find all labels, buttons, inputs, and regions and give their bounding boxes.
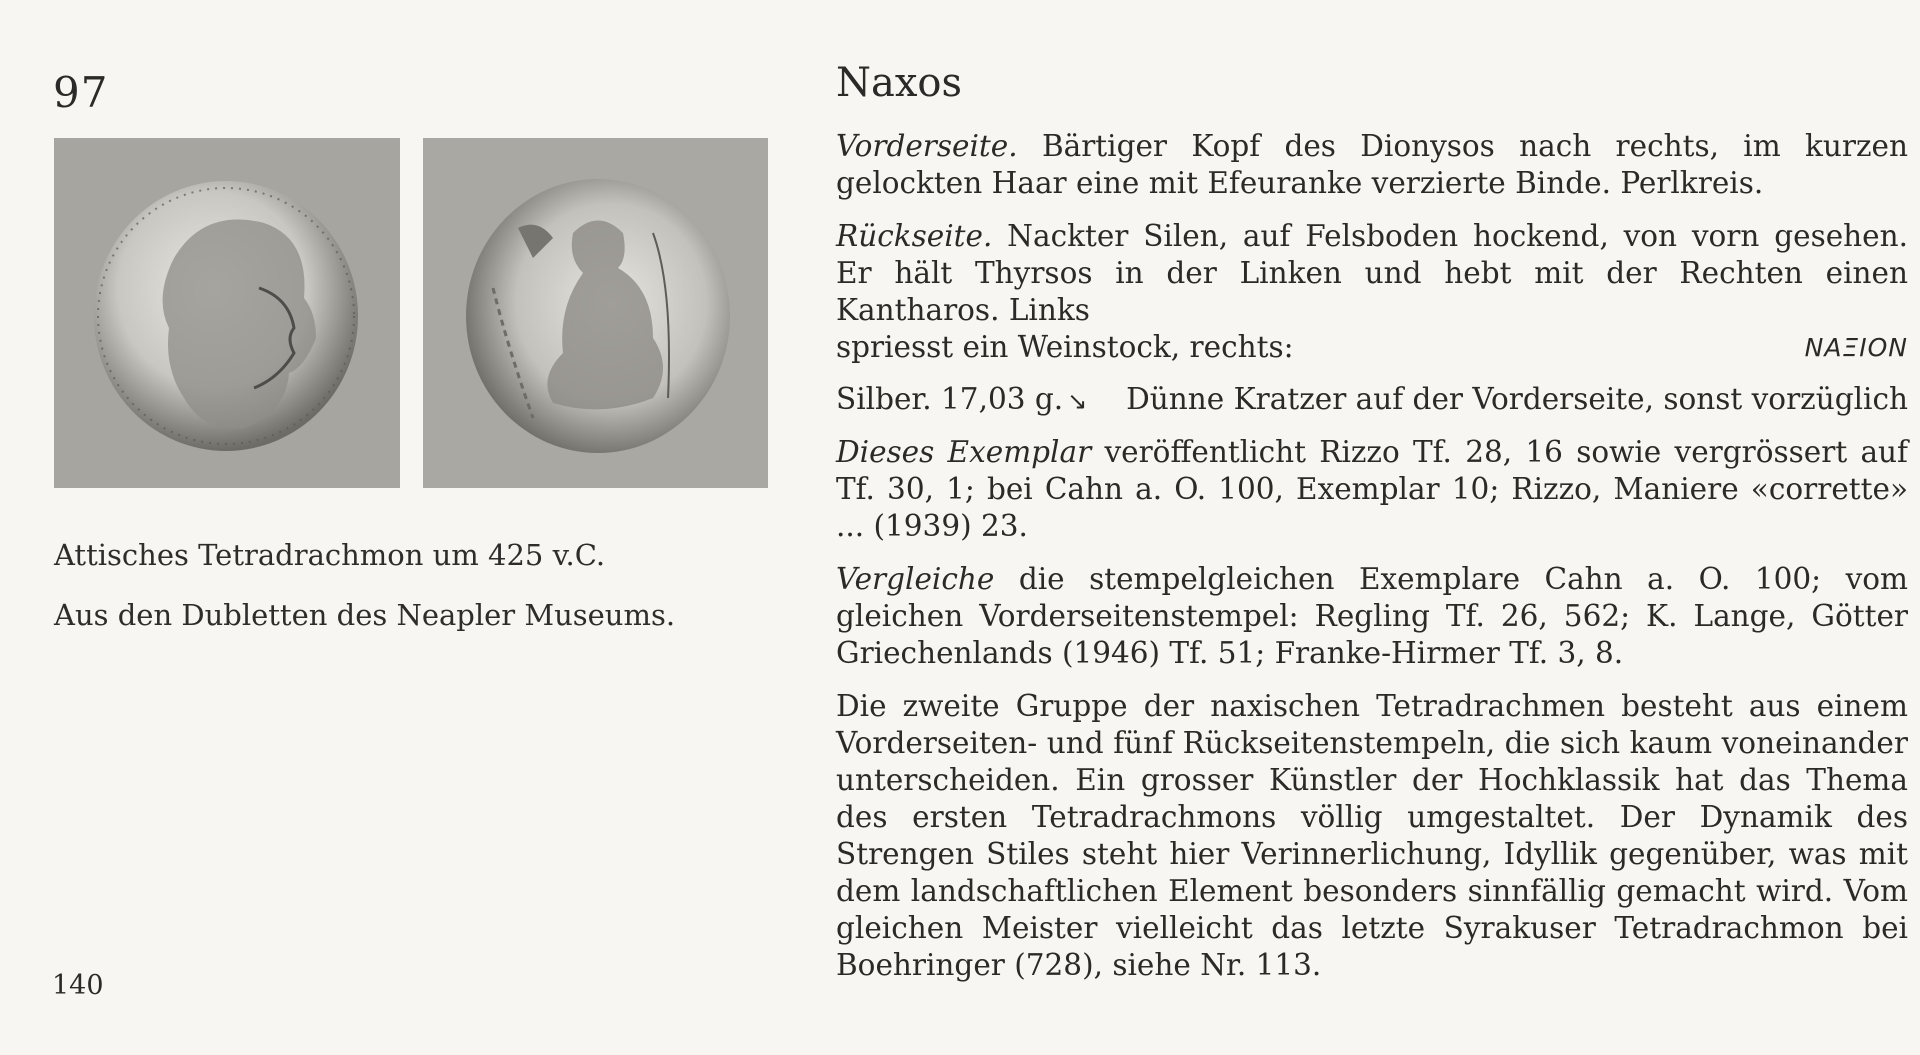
exemplar-text: veröffentlicht Rizzo Tf. 28, 16 sowie vergrössert auf Tf. 30, 1; bei Cahn a. O. 100, Exemplar 10; Rizzo, Maniere «corrette» ... (1939) 23.: [836, 435, 1908, 543]
page-title: Naxos: [836, 60, 963, 106]
obverse-description: [836, 128, 1908, 202]
catalog-number: 97: [53, 68, 109, 117]
exemplar-paragraph: [836, 434, 1908, 545]
page-number: 140: [52, 970, 104, 1001]
reverse-legend-line: [836, 329, 1908, 366]
obverse-text: Bärtiger Kopf des Dionysos nach rechts, im kurzen gelockten Haar eine mit Efeuranke verzierte Binde. Perlkreis.: [836, 129, 1908, 200]
metal-weight: [836, 382, 1087, 416]
caption-provenance: Aus den Dubletten des Neapler Museums.: [54, 598, 676, 632]
compare-paragraph: [836, 561, 1908, 672]
coin-reverse-photo: [423, 138, 768, 488]
reverse-label: Rückseite.: [836, 219, 993, 253]
caption-denomination: Attisches Tetradrachmon um 425 v.C.: [54, 538, 606, 572]
metal-weight-line: [836, 382, 1908, 416]
commentary-paragraph: Die zweite Gruppe der naxischen Tetradrachmen besteht aus einem Vorderseiten- und fünf Rückseitenstempeln, die sich kaum voneinander unterscheiden. Ein grosser Künstler der Hochklassik hat das Thema des ersten Tetradrachmons völlig umgestaltet. Der Dynamik des Strengen Stiles steht hier Verinnerlichung, Idyllik gegenüber, was mit dem landschaftlichen Element besonders sinnfällig gemacht wird. Vom gleichen Meister vielleicht das letzte Syrakuser Tetradrachmon bei Boehringer (728), siehe Nr. 113.: [836, 689, 1908, 982]
reverse-text: Nackter Silen, auf Felsboden hockend, von vorn gesehen. Er hält Thyrsos in der Linken und hebt mit der Rechten einen Kantharos. Links: [836, 219, 1908, 327]
coin-obverse-photo: [54, 138, 400, 488]
reverse-text-2: spriesst ein Weinstock, rechts:: [836, 330, 1294, 364]
exemplar-label: Dieses Exemplar: [836, 435, 1092, 469]
coin-legend: ΝΑΞΙΟΝ: [1804, 333, 1908, 362]
condition-note: Dünne Kratzer auf der Vorderseite, sonst vorzüglich: [1126, 382, 1908, 416]
description-column: [836, 60, 1908, 1000]
compare-text: die stempelgleichen Exemplare Cahn a. O. 100; vom gleichen Vorderseitenstempel: Regling Tf. 26, 562; K. Lange, Götter Griechenlands (1946) Tf. 51; Franke-Hirmer Tf. 3, 8.: [836, 562, 1908, 670]
obverse-label: Vorderseite.: [836, 129, 1018, 163]
compare-label: Vergleiche: [836, 562, 995, 596]
metal-weight-text: Silber. 17,03 g.: [836, 382, 1064, 416]
reverse-description: [836, 218, 1908, 366]
die-axis-arrow-icon: ↘: [1067, 387, 1088, 415]
